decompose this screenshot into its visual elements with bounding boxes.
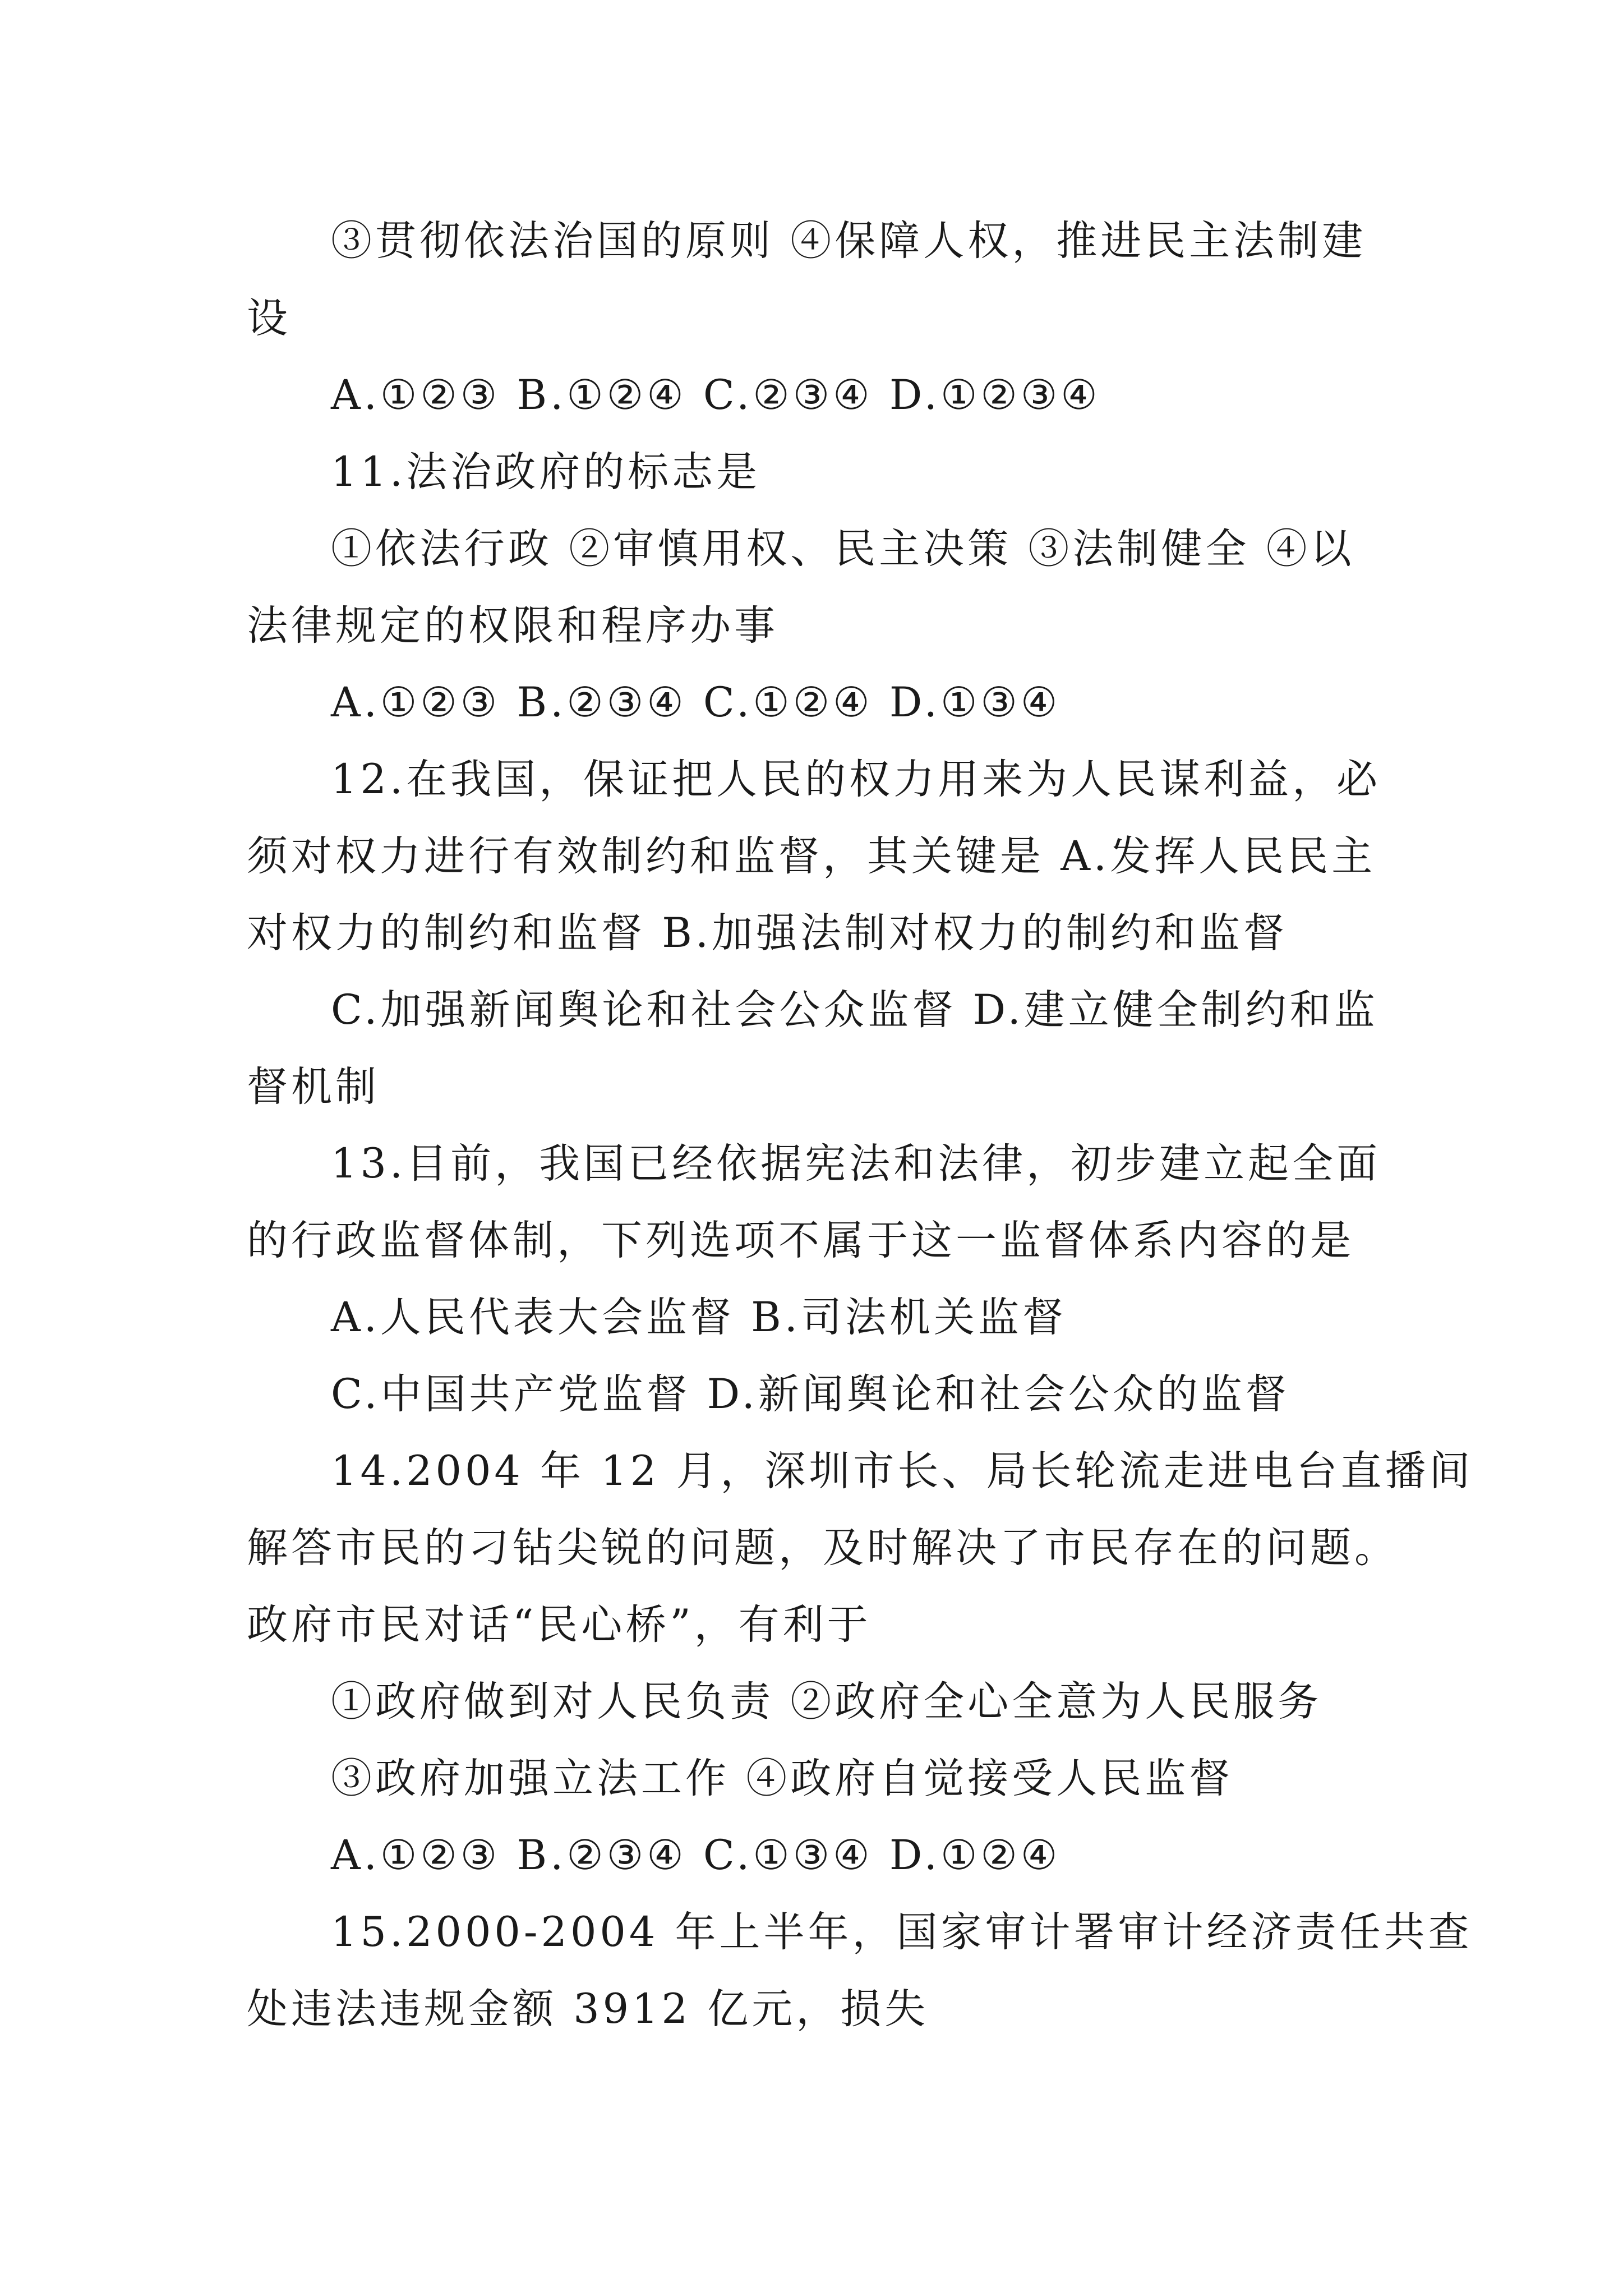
text-line: 解答市民的刁钻尖锐的问题，及时解决了市民存在的问题。 — [247, 1524, 1399, 1572]
text-line: C.加强新闻舆论和社会公众监督 D.建立健全制约和监 — [331, 986, 1378, 1034]
text-line: A.①②③ B.①②④ C.②③④ D.①②③④ — [331, 371, 1101, 419]
text-line: 督机制 — [247, 1063, 380, 1111]
text-line: ①政府做到对人民负责 ②政府全心全意为人民服务 — [331, 1678, 1322, 1726]
text-line: ③贯彻依法治国的原则 ④保障人权，推进民主法制建 — [331, 217, 1367, 265]
question-11: 11.法治政府的标志是 — [331, 448, 761, 496]
question-12: 12.在我国，保证把人民的权力用来为人民谋利益，必 — [331, 756, 1381, 803]
text-line: ①依法行政 ②审慎用权、民主决策 ③法制健全 ④以 — [331, 525, 1355, 573]
text-line: A.人民代表大会监督 B.司法机关监督 — [331, 1294, 1067, 1341]
text-line: A.①②③ B.②③④ C.①②④ D.①③④ — [331, 679, 1061, 726]
text-line: ③政府加强立法工作 ④政府自觉接受人民监督 — [331, 1755, 1234, 1802]
text-line: C.中国共产党监督 D.新闻舆论和社会公众的监督 — [331, 1370, 1290, 1418]
text-line: A.①②③ B.②③④ C.①③④ D.①②④ — [331, 1832, 1061, 1879]
text-line: 设 — [247, 295, 291, 342]
text-line: 法律规定的权限和程序办事 — [247, 602, 778, 650]
text-line: 对权力的制约和监督 B.加强法制对权力的制约和监督 — [247, 909, 1288, 957]
text-line: 须对权力进行有效制约和监督，其关键是 A.发挥人民民主 — [247, 832, 1376, 880]
question-13: 13.目前，我国已经依据宪法和法律，初步建立起全面 — [331, 1140, 1381, 1188]
text-line: 处违法违规金额 3912 亿元，损失 — [247, 1985, 929, 2033]
question-14: 14.2004 年 12 月，深圳市长、局长轮流走进电台直播间 — [331, 1447, 1474, 1495]
text-line: 的行政监督体制，下列选项不属于这一监督体系内容的是 — [247, 1217, 1354, 1264]
text-line: 政府市民对话“民心桥”，有利于 — [247, 1601, 872, 1649]
question-15: 15.2000-2004 年上半年，国家审计署审计经济责任共查 — [331, 1908, 1473, 1956]
